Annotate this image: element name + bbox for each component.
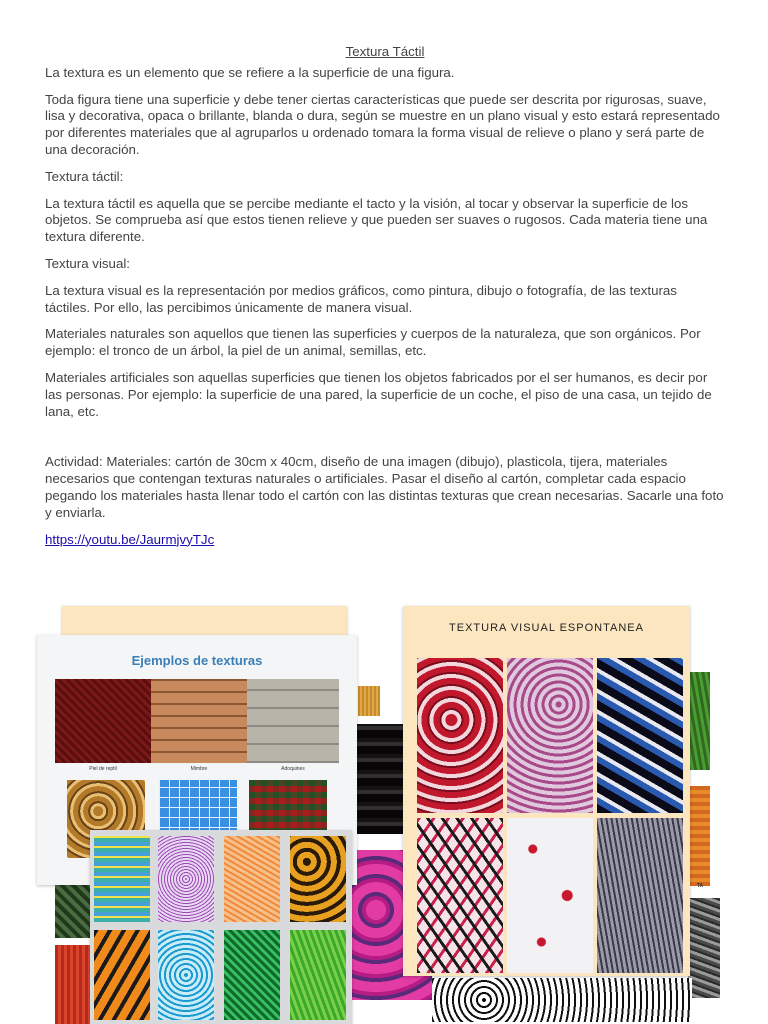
- red-wool-tile: [55, 945, 95, 1024]
- paragraph: Toda figura tiene una superficie y debe tener ciertas características que puede ser descrita por rigurosas, suave, lisa y decorativa, opaca o brillante, blanda o dura, según se muestre en un plano visual y esto estará representado por diferentes materiales que al agruparlos u ordenado tomara la forma visual de relieve o plano y será parte de una decoración.: [45, 91, 720, 157]
- spontaneous-swatch: [597, 658, 683, 813]
- drawn-textures-card: [90, 830, 352, 1024]
- green-leaf-tile: [55, 880, 95, 938]
- spontaneous-swatch: [507, 658, 593, 813]
- paragraph: La textura táctil es aquella que se percibe mediante el tacto y la visión, al tocar y observar la superficie de los objetos. Se comprueba así que estos tienen relieve y que pueden ser suaves o rugosos. Cada materia tiene una textura diferente.: [45, 195, 708, 245]
- section-heading: Textura táctil:: [45, 168, 124, 184]
- swatch-caption: Mimbre: [190, 766, 208, 772]
- drawn-swatch: [290, 836, 346, 922]
- spontaneous-swatch: [507, 818, 593, 973]
- texture-examples-title: Ejemplos de texturas: [131, 653, 263, 668]
- visual-texture-card: [403, 606, 690, 976]
- spontaneous-swatch: [597, 818, 683, 973]
- drawn-swatch: [158, 930, 214, 1020]
- fragment-label: TA: [696, 883, 704, 889]
- drawn-swatch: [94, 836, 150, 922]
- paragraph: La textura es un elemento que se refiere a la superficie de una figura.: [45, 64, 455, 80]
- spontaneous-swatch: [417, 818, 503, 973]
- drawn-swatch: [224, 930, 280, 1020]
- drawn-swatch: [158, 836, 214, 922]
- bark-tile: [688, 898, 720, 998]
- youtube-link[interactable]: https://youtu.be/JaurmjvyTJc: [45, 531, 215, 547]
- section-heading: Textura visual:: [45, 255, 130, 271]
- paragraph: La textura visual es la representación por medios gráficos, como pintura, dibujo o fotografía, de las texturas táctiles. Por ello, las percibimos únicamente de manera visual.: [45, 282, 677, 315]
- document-body: [45, 44, 725, 558]
- spontaneous-swatch: [417, 658, 503, 813]
- drawn-swatch: [224, 836, 280, 922]
- wood-tile: [358, 686, 380, 716]
- green-grass-tile: [688, 672, 710, 770]
- orange-tile: [688, 786, 710, 886]
- paragraph: Materiales artificiales son aquellas superficies que tienen los objetos fabricados por el ser humanos, es decir por las personas. Por ejemplo: la superficie de una pared, la superficie de un coche, el piso de una casa, un tejido de lana, etc.: [45, 369, 712, 419]
- cobblestone-swatch: [247, 679, 339, 763]
- drawn-swatch: [94, 930, 150, 1020]
- paragraph: Materiales naturales son aquellos que tienen las superficies y cuerpos de la naturaleza, que son orgánicos. Por ejemplo: el tronco de un árbol, la piel de un animal, semillas, etc.: [45, 326, 701, 359]
- swatch-caption: Piel de reptil: [89, 766, 117, 772]
- reptile-skin-swatch: [55, 679, 151, 763]
- activity-paragraph: Actividad: Materiales: cartón de 30cm x 40cm, diseño de una imagen (dibujo), plasticola, tijera, materiales necesarios que contengan texturas naturales o artificiales. Pasar el diseño al cartón, completar cada espacio pegando los materiales hasta llenar todo el cartón con las distintas texturas que crean necesarias. Sacarle una foto y enviarla.: [45, 454, 724, 520]
- bw-pattern-strip: [432, 978, 692, 1022]
- wicker-swatch: [151, 679, 247, 763]
- texture-collage: [0, 600, 768, 1024]
- drawn-swatch: [290, 930, 346, 1020]
- swatch-caption: Adoquines: [281, 766, 305, 772]
- document-title: Textura Táctil: [345, 44, 425, 59]
- visual-texture-title: TEXTURA VISUAL ESPONTANEA: [449, 622, 644, 634]
